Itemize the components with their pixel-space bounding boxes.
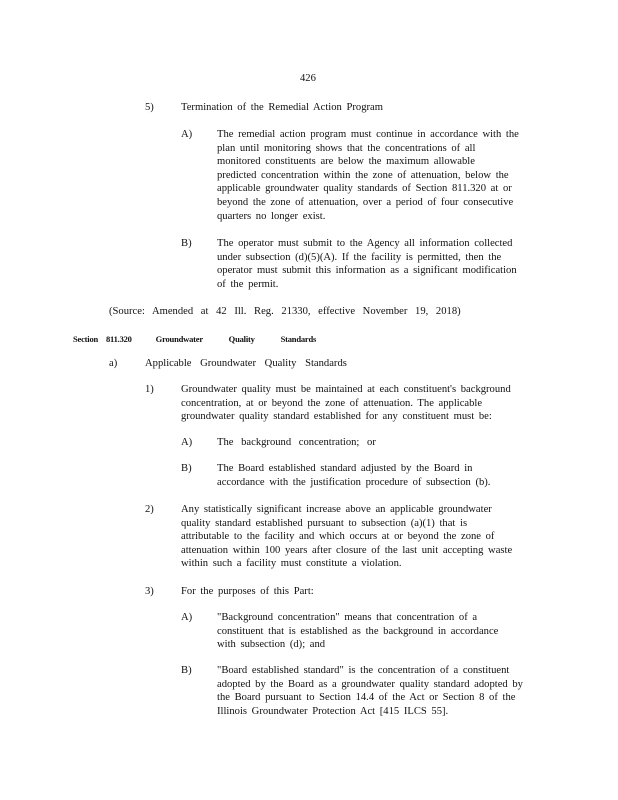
item-a1a-text: The background concentration; or: [217, 437, 376, 448]
item-a1-label: 1): [145, 384, 154, 395]
section-number: Section 811.320: [73, 334, 132, 344]
item-5b-text: [217, 237, 517, 291]
text-line: The remedial action program must continue in accordance with the: [217, 129, 519, 140]
item-a3a-text: [217, 611, 498, 652]
source-note: (Source: Amended at 42 Ill. Reg. 21330, effective November 19, 2018): [109, 306, 461, 317]
item-a1b-text: [217, 462, 490, 489]
text-line: quality standard established pursuant to subsection (a)(1) that is: [181, 517, 468, 529]
text-line: quarters no longer exist.: [217, 210, 326, 222]
item-a3-label: 3): [145, 586, 154, 597]
text-line: predicted concentration within the zone of attenuation, below the: [217, 169, 509, 181]
item-5-title: Termination of the Remedial Action Program: [181, 102, 383, 113]
section-title: Groundwater Quality Standards: [155, 334, 317, 344]
text-line: Illinois Groundwater Protection Act [415 ILCS 55].: [217, 705, 449, 717]
item-a3a-label: A): [181, 612, 193, 623]
text-line: monitored constituents are below the maximum allowable: [217, 156, 475, 168]
item-a3-text: For the purposes of this Part:: [181, 586, 314, 597]
section-heading: [73, 333, 316, 347]
page-number: 426: [300, 73, 316, 84]
item-a3b-label: B): [181, 665, 192, 676]
text-line: Any statistically significant increase above an applicable groundwater: [181, 504, 492, 515]
item-a-label: a): [109, 358, 118, 369]
text-line: accordance with the justification procedure of subsection (b).: [217, 476, 491, 488]
item-a3b-text: [217, 664, 523, 718]
text-line: the Board pursuant to Section 14.4 of the Act or Section 8 of the: [217, 692, 516, 704]
text-line: with subsection (d); and: [217, 639, 326, 651]
text-line: constituent that is established as the background in accordance: [217, 625, 499, 637]
item-a-title: Applicable Groundwater Quality Standards: [145, 358, 347, 369]
item-5b-label: B): [181, 238, 192, 249]
item-a1b-label: B): [181, 463, 192, 474]
text-line: The operator must submit to the Agency all information collected: [217, 238, 513, 249]
text-line: of the permit.: [217, 278, 279, 290]
text-line: applicable groundwater quality standards of Section 811.320 at or: [217, 183, 512, 195]
item-a1-text: [181, 383, 511, 424]
text-line: "Board established standard" is the concentration of a constituent: [217, 665, 510, 676]
text-line: concentration, at or beyond the zone of attenuation. The applicable: [181, 397, 483, 409]
text-line: adopted by the Board as a groundwater quality standard adopted by: [217, 678, 523, 690]
text-line: groundwater quality standard established for any constituent must be:: [181, 411, 492, 423]
item-a2-text: [181, 503, 512, 571]
text-line: "Background concentration" means that concentration of a: [217, 612, 478, 623]
item-a2-label: 2): [145, 504, 154, 515]
item-5a-label: A): [181, 129, 193, 140]
item-5-label: 5): [145, 102, 154, 113]
text-line: beyond the zone of attenuation, over a period of four consecutive: [217, 196, 514, 208]
text-line: Groundwater quality must be maintained at each constituent's background: [181, 384, 511, 395]
item-a1a-label: A): [181, 437, 193, 448]
text-line: attenuation within 100 years after closure of the last unit accepting waste: [181, 544, 513, 556]
item-5a-text: [217, 128, 519, 223]
text-line: attributable to the facility and which occurs at or beyond the zone of: [181, 531, 495, 543]
text-line: plan until monitoring shows that the concentrations of all: [217, 142, 476, 154]
text-line: operator must submit this information as a significant modification: [217, 265, 517, 277]
text-line: under subsection (d)(5)(A). If the facility is permitted, then the: [217, 251, 502, 263]
text-line: The Board established standard adjusted by the Board in: [217, 463, 473, 474]
text-line: within such a facility must constitute a violation.: [181, 558, 402, 570]
